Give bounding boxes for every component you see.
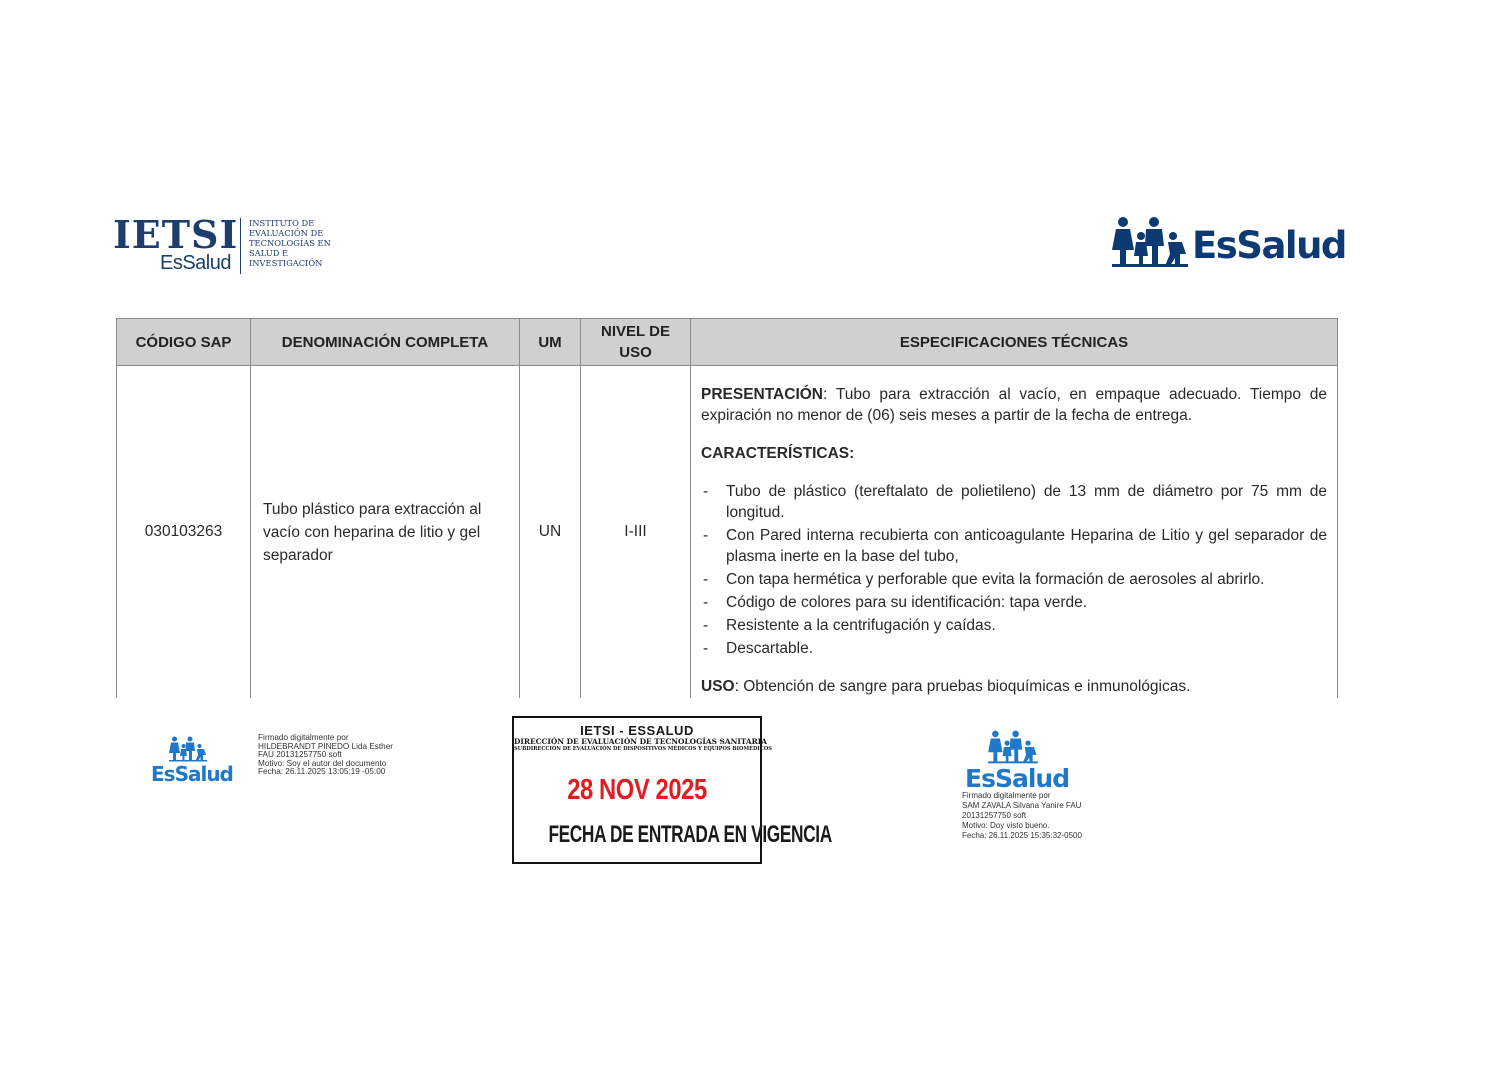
stamp-subdirection: SUBDIRECCIÓN DE EVALUACIÓN DE DISPOSITIVOS MÉDICOS Y EQUIPOS BIOMÉDICOS bbox=[514, 746, 772, 752]
cell-full-name: Tubo plástico para extracción al vacío con heparina de litio y gel separador bbox=[251, 366, 520, 699]
list-item: - Resistente a la centrifugación y caídas. bbox=[701, 615, 1327, 636]
ietsi-institute-line: EVALUACIÓN DE bbox=[249, 228, 324, 238]
spec-use-label: USO bbox=[701, 678, 735, 695]
signature-line: Motivo: Soy el autor del documento bbox=[258, 758, 387, 768]
spec-characteristics-list bbox=[701, 481, 1327, 659]
cell-sap-code: 030103263 bbox=[117, 366, 251, 699]
family-figures-icon bbox=[987, 730, 1039, 764]
spec-presentation-label: PRESENTACIÓN bbox=[701, 386, 824, 403]
ietsi-logo bbox=[113, 212, 343, 276]
spec-characteristics-heading: CARACTERÍSTICAS: bbox=[701, 445, 855, 462]
stamp-caption: FECHA DE ENTRADA EN VIGENCIA bbox=[548, 821, 832, 848]
family-figures-icon bbox=[1112, 216, 1188, 268]
cell-um: UN bbox=[520, 366, 581, 699]
signature-right-logo bbox=[964, 730, 1074, 792]
spec-use bbox=[701, 676, 1327, 697]
header-use-level: NIVEL DE USO bbox=[581, 319, 691, 366]
list-item: - Descartable. bbox=[701, 638, 1327, 659]
spec-presentation bbox=[701, 384, 1327, 426]
ietsi-logo-essalud: EsSalud bbox=[160, 252, 231, 274]
table-row bbox=[117, 366, 1338, 699]
cell-use-level: I-III bbox=[581, 366, 691, 699]
stamp-title: IETSI - ESSALUD bbox=[580, 723, 694, 738]
header-technical-specs: ESPECIFICACIONES TÉCNICAS bbox=[691, 319, 1338, 366]
ietsi-institute-name bbox=[249, 218, 349, 268]
cell-technical-specs bbox=[691, 366, 1338, 699]
ietsi-logo-divider bbox=[240, 218, 241, 274]
ietsi-institute-line: INVESTIGACIÓN bbox=[249, 258, 323, 268]
signature-line: FAU 20131257750 soft bbox=[258, 750, 342, 760]
stamp-date: 28 NOV 2025 bbox=[567, 774, 707, 806]
signature-line: Fecha: 26.11.2025 13:05:19 -05:00 bbox=[258, 767, 386, 777]
signature-right-text bbox=[962, 791, 1082, 841]
list-item: - Código de colores para su identificación: tapa verde. bbox=[701, 592, 1327, 613]
ietsi-institute-line: SALUD E bbox=[249, 248, 289, 258]
spec-use-text: : Obtención de sangre para pruebas bioquímicas e inmunológicas. bbox=[734, 678, 1191, 695]
signature-right-logo-word: EsSalud bbox=[965, 764, 1070, 793]
list-item: - Tubo de plástico (tereftalato de polietileno) de 13 mm de diámetro por 75 mm de longitud. bbox=[701, 481, 1327, 523]
header-full-name: DENOMINACIÓN COMPLETA bbox=[251, 319, 520, 366]
signature-line: Motivo: Doy visto bueno. bbox=[962, 821, 1050, 830]
signature-line: Firmado digitalmente por bbox=[962, 791, 1051, 800]
list-item: - Con tapa hermética y perforable que evita la formación de aerosoles al abrirlo. bbox=[701, 569, 1327, 590]
signature-line: SAM ZAVALA Silvana Yanire FAU bbox=[962, 801, 1082, 810]
technical-spec-table bbox=[116, 318, 1338, 698]
signature-line: Fecha: 26.11.2025 15:35:32-0500 bbox=[962, 831, 1082, 840]
signature-left-text bbox=[258, 734, 393, 777]
signature-left-logo-word: EsSalud bbox=[151, 762, 233, 786]
ietsi-institute-line: TECNOLOGÍAS EN bbox=[249, 238, 331, 248]
essalud-logo bbox=[1112, 214, 1346, 272]
signature-line: 20131257750 soft bbox=[962, 811, 1027, 820]
table-header-row bbox=[117, 319, 1338, 366]
list-item: - Con Pared interna recubierta con anticoagulante Heparina de Litio y gel separador de plasma inerte en la base del tubo, bbox=[701, 525, 1327, 567]
family-figures-icon bbox=[167, 736, 209, 762]
signature-left-logo bbox=[150, 736, 233, 786]
ietsi-institute-line: INSTITUTO DE bbox=[249, 218, 315, 228]
header-sap-code: CÓDIGO SAP bbox=[117, 319, 251, 366]
effective-date-stamp bbox=[512, 716, 832, 864]
signature-line: HILDEBRANDT PINEDO Lida Esther bbox=[258, 741, 393, 751]
stamp-direction: DIRECCIÓN DE EVALUACIÓN DE TECNOLOGÍAS SANITARIA bbox=[514, 737, 767, 746]
spec-presentation-text: : Tubo para extracción al vacío, en empaque adecuado. Tiempo de expiración no menor de (06) seis meses a partir de la fecha de entrega. bbox=[701, 386, 1327, 424]
essalud-logo-word: EsSalud bbox=[1192, 224, 1346, 267]
ietsi-logo-word: IETSI bbox=[113, 212, 239, 257]
header-um: UM bbox=[520, 319, 581, 366]
signature-line: Firmado digitalmente por bbox=[258, 733, 349, 742]
